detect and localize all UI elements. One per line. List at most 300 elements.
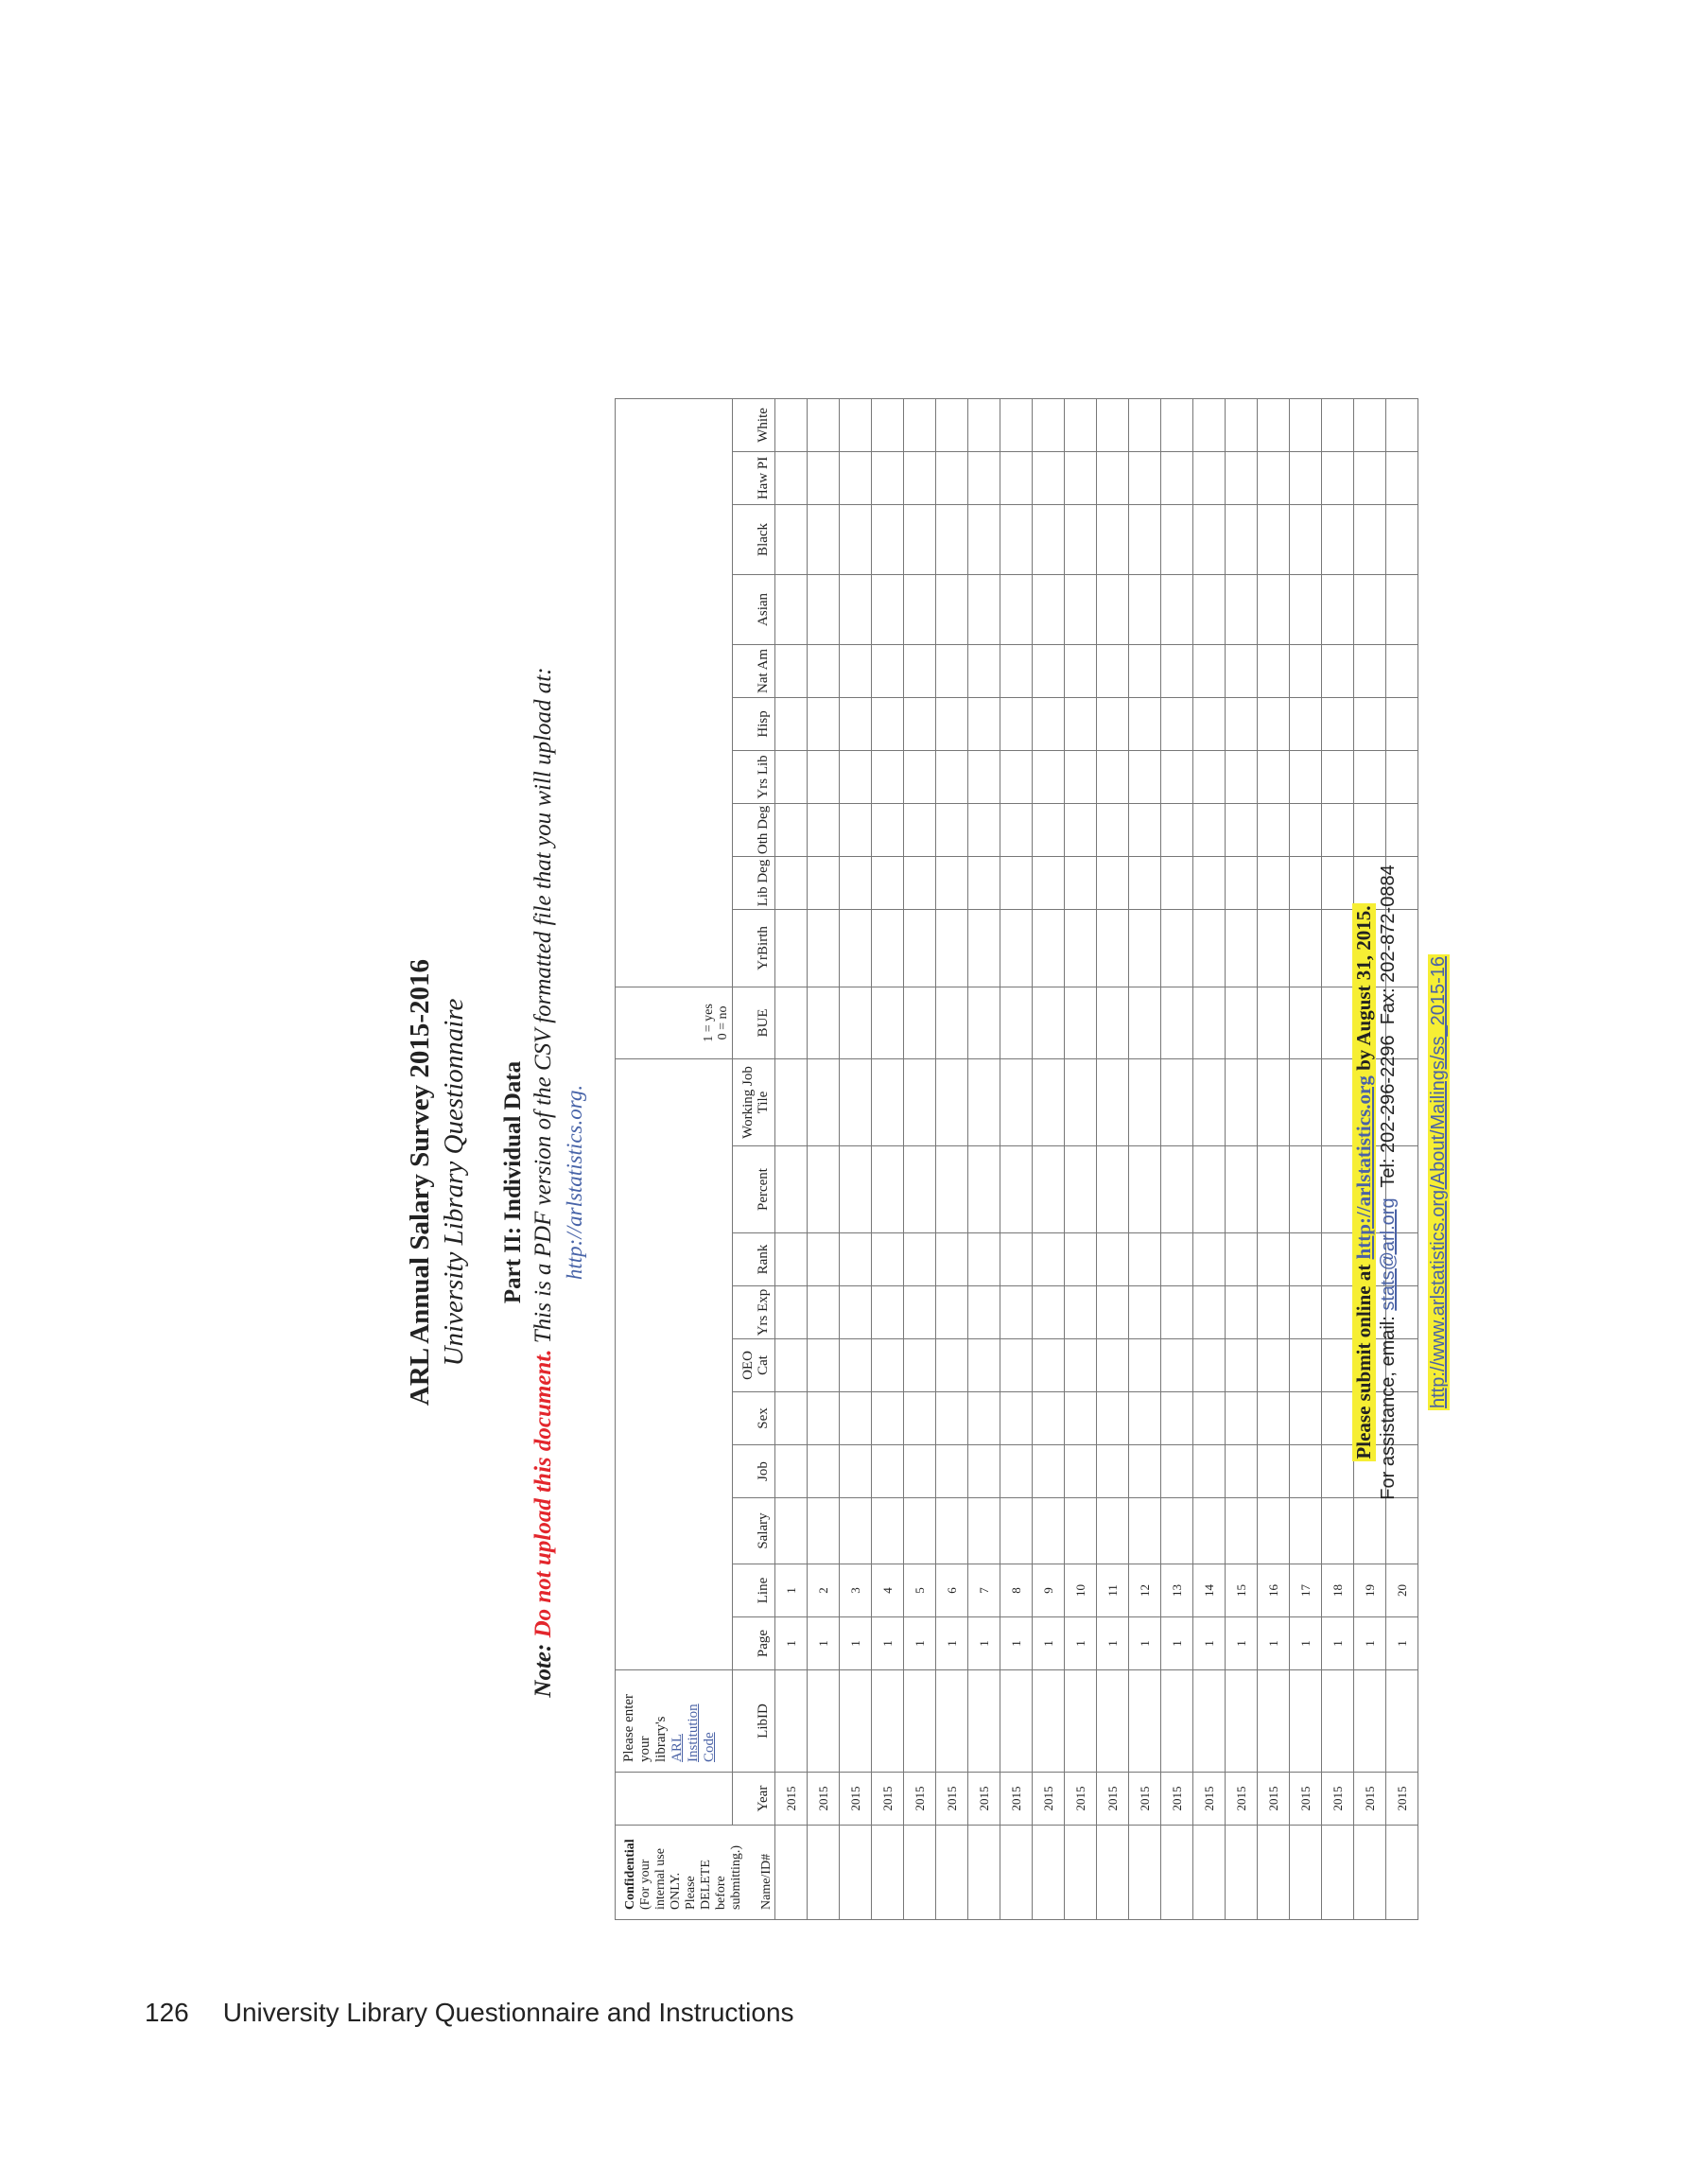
arl-institution-code-link[interactable]: ARL — [670, 1734, 685, 1762]
data-cell[interactable] — [904, 987, 936, 1058]
data-cell[interactable] — [1226, 697, 1258, 750]
data-cell[interactable] — [1290, 697, 1322, 750]
data-cell[interactable] — [1097, 909, 1129, 987]
data-cell[interactable] — [840, 987, 872, 1058]
data-cell[interactable] — [1322, 856, 1354, 909]
data-cell[interactable] — [936, 1445, 968, 1498]
data-cell[interactable] — [1033, 398, 1065, 451]
data-cell[interactable] — [1000, 451, 1033, 504]
data-cell[interactable] — [1097, 1286, 1129, 1339]
line-cell[interactable]: 4 — [872, 1564, 904, 1617]
data-cell[interactable] — [1000, 1233, 1033, 1286]
data-cell[interactable] — [1129, 697, 1161, 750]
data-cell[interactable] — [808, 1058, 840, 1145]
data-cell[interactable] — [840, 644, 872, 697]
data-cell[interactable] — [808, 803, 840, 856]
data-cell[interactable] — [775, 1498, 808, 1564]
data-cell[interactable] — [1033, 1445, 1065, 1498]
data-cell[interactable] — [1097, 1826, 1129, 1920]
data-cell[interactable] — [1097, 1670, 1129, 1773]
data-cell[interactable] — [1161, 1146, 1193, 1233]
data-cell[interactable] — [872, 987, 904, 1058]
data-cell[interactable] — [1065, 1498, 1097, 1564]
stats-email-link[interactable]: stats@arl.org — [1378, 1197, 1399, 1311]
data-cell[interactable] — [1322, 1498, 1354, 1564]
data-cell[interactable] — [968, 1826, 1000, 1920]
page-cell[interactable]: 1 — [1129, 1617, 1161, 1670]
page-cell[interactable]: 1 — [968, 1617, 1000, 1670]
data-cell[interactable] — [872, 803, 904, 856]
data-cell[interactable] — [775, 803, 808, 856]
data-cell[interactable] — [1290, 644, 1322, 697]
data-cell[interactable] — [1193, 697, 1226, 750]
data-cell[interactable] — [1258, 803, 1290, 856]
data-cell[interactable] — [775, 909, 808, 987]
data-cell[interactable] — [936, 750, 968, 803]
data-cell[interactable] — [808, 909, 840, 987]
data-cell[interactable] — [1290, 909, 1322, 987]
data-cell[interactable] — [1290, 750, 1322, 803]
year-cell[interactable]: 2015 — [1161, 1773, 1193, 1826]
data-cell[interactable] — [936, 856, 968, 909]
data-cell[interactable] — [1129, 909, 1161, 987]
data-cell[interactable] — [808, 1233, 840, 1286]
data-cell[interactable] — [968, 803, 1000, 856]
line-cell[interactable]: 13 — [1161, 1564, 1193, 1617]
data-cell[interactable] — [1258, 1392, 1290, 1445]
data-cell[interactable] — [1129, 750, 1161, 803]
data-cell[interactable] — [1129, 504, 1161, 574]
data-cell[interactable] — [1161, 1498, 1193, 1564]
data-cell[interactable] — [1193, 574, 1226, 644]
data-cell[interactable] — [872, 856, 904, 909]
year-cell[interactable]: 2015 — [808, 1773, 840, 1826]
data-cell[interactable] — [1065, 1339, 1097, 1392]
data-cell[interactable] — [936, 1233, 968, 1286]
data-cell[interactable] — [1065, 1058, 1097, 1145]
data-cell[interactable] — [808, 398, 840, 451]
data-cell[interactable] — [1322, 1392, 1354, 1445]
data-cell[interactable] — [936, 1392, 968, 1445]
data-cell[interactable] — [808, 574, 840, 644]
data-cell[interactable] — [1193, 1146, 1226, 1233]
page-cell[interactable]: 1 — [840, 1617, 872, 1670]
data-cell[interactable] — [1258, 1826, 1290, 1920]
data-cell[interactable] — [840, 1670, 872, 1773]
data-cell[interactable] — [1097, 1498, 1129, 1564]
year-cell[interactable]: 2015 — [872, 1773, 904, 1826]
data-cell[interactable] — [1193, 1670, 1226, 1773]
data-cell[interactable] — [904, 504, 936, 574]
data-cell[interactable] — [1033, 1670, 1065, 1773]
data-cell[interactable] — [1000, 1339, 1033, 1392]
data-cell[interactable] — [1161, 1445, 1193, 1498]
data-cell[interactable] — [872, 1445, 904, 1498]
data-cell[interactable] — [840, 504, 872, 574]
data-cell[interactable] — [808, 750, 840, 803]
data-cell[interactable] — [1097, 856, 1129, 909]
year-cell[interactable]: 2015 — [1354, 1773, 1386, 1826]
data-cell[interactable] — [1258, 987, 1290, 1058]
data-cell[interactable] — [775, 398, 808, 451]
data-cell[interactable] — [1033, 1233, 1065, 1286]
data-cell[interactable] — [1065, 697, 1097, 750]
data-cell[interactable] — [1065, 644, 1097, 697]
data-cell[interactable] — [1226, 1445, 1258, 1498]
data-cell[interactable] — [1161, 1233, 1193, 1286]
data-cell[interactable] — [1193, 1392, 1226, 1445]
data-cell[interactable] — [1290, 1339, 1322, 1392]
data-cell[interactable] — [1226, 1286, 1258, 1339]
data-cell[interactable] — [775, 451, 808, 504]
data-cell[interactable] — [1290, 398, 1322, 451]
data-cell[interactable] — [1258, 856, 1290, 909]
data-cell[interactable] — [775, 574, 808, 644]
data-cell[interactable] — [1193, 1286, 1226, 1339]
data-cell[interactable] — [808, 1498, 840, 1564]
data-cell[interactable] — [968, 398, 1000, 451]
line-cell[interactable]: 5 — [904, 1564, 936, 1617]
data-cell[interactable] — [1129, 1445, 1161, 1498]
data-cell[interactable] — [1193, 1498, 1226, 1564]
data-cell[interactable] — [1193, 856, 1226, 909]
data-cell[interactable] — [840, 451, 872, 504]
page-cell[interactable]: 1 — [1386, 1617, 1418, 1670]
data-cell[interactable] — [1193, 1339, 1226, 1392]
data-cell[interactable] — [1000, 856, 1033, 909]
page-cell[interactable]: 1 — [1226, 1617, 1258, 1670]
data-cell[interactable] — [1161, 504, 1193, 574]
data-cell[interactable] — [1226, 856, 1258, 909]
arl-institution-code-link[interactable]: Institution — [686, 1704, 701, 1762]
data-cell[interactable] — [1097, 1233, 1129, 1286]
data-cell[interactable] — [840, 1339, 872, 1392]
data-cell[interactable] — [1097, 750, 1129, 803]
data-cell[interactable] — [1097, 803, 1129, 856]
data-cell[interactable] — [1129, 1339, 1161, 1392]
data-cell[interactable] — [1258, 504, 1290, 574]
data-cell[interactable] — [1033, 1826, 1065, 1920]
data-cell[interactable] — [1193, 1058, 1226, 1145]
data-cell[interactable] — [1000, 504, 1033, 574]
data-cell[interactable] — [808, 987, 840, 1058]
data-cell[interactable] — [1161, 987, 1193, 1058]
data-cell[interactable] — [1193, 750, 1226, 803]
data-cell[interactable] — [1258, 574, 1290, 644]
line-cell[interactable]: 7 — [968, 1564, 1000, 1617]
data-cell[interactable] — [1322, 909, 1354, 987]
year-cell[interactable]: 2015 — [1033, 1773, 1065, 1826]
line-cell[interactable]: 6 — [936, 1564, 968, 1617]
data-cell[interactable] — [1000, 697, 1033, 750]
data-cell[interactable] — [1226, 1058, 1258, 1145]
data-cell[interactable] — [775, 750, 808, 803]
data-cell[interactable] — [1161, 574, 1193, 644]
data-cell[interactable] — [1129, 1058, 1161, 1145]
data-cell[interactable] — [1193, 1826, 1226, 1920]
data-cell[interactable] — [904, 451, 936, 504]
data-cell[interactable] — [808, 1286, 840, 1339]
data-cell[interactable] — [1193, 1233, 1226, 1286]
data-cell[interactable] — [1033, 1146, 1065, 1233]
data-cell[interactable] — [936, 697, 968, 750]
data-cell[interactable] — [1193, 987, 1226, 1058]
data-cell[interactable] — [936, 1146, 968, 1233]
data-cell[interactable] — [968, 1445, 1000, 1498]
upload-url[interactable]: http://arlstatistics.org. — [563, 1084, 586, 1281]
data-cell[interactable] — [904, 1498, 936, 1564]
data-cell[interactable] — [1033, 1392, 1065, 1445]
line-cell[interactable]: 10 — [1065, 1564, 1097, 1617]
data-cell[interactable] — [1290, 987, 1322, 1058]
data-cell[interactable] — [1290, 1233, 1322, 1286]
page-cell[interactable]: 1 — [1354, 1617, 1386, 1670]
data-cell[interactable] — [968, 1233, 1000, 1286]
line-cell[interactable]: 20 — [1386, 1564, 1418, 1617]
year-cell[interactable]: 2015 — [1000, 1773, 1033, 1826]
data-cell[interactable] — [872, 1339, 904, 1392]
page-cell[interactable]: 1 — [1322, 1617, 1354, 1670]
data-cell[interactable] — [840, 398, 872, 451]
data-cell[interactable] — [1097, 1445, 1129, 1498]
data-cell[interactable] — [1161, 697, 1193, 750]
year-cell[interactable]: 2015 — [1065, 1773, 1097, 1826]
data-cell[interactable] — [1065, 1233, 1097, 1286]
data-cell[interactable] — [1322, 451, 1354, 504]
data-cell[interactable] — [840, 1286, 872, 1339]
data-cell[interactable] — [904, 1392, 936, 1445]
data-cell[interactable] — [1258, 644, 1290, 697]
line-cell[interactable]: 8 — [1000, 1564, 1033, 1617]
data-cell[interactable] — [1161, 398, 1193, 451]
data-cell[interactable] — [1097, 697, 1129, 750]
data-cell[interactable] — [904, 1233, 936, 1286]
year-cell[interactable]: 2015 — [1193, 1773, 1226, 1826]
data-cell[interactable] — [1161, 1670, 1193, 1773]
data-cell[interactable] — [1000, 750, 1033, 803]
data-cell[interactable] — [1161, 1286, 1193, 1339]
data-cell[interactable] — [936, 644, 968, 697]
year-cell[interactable]: 2015 — [968, 1773, 1000, 1826]
data-cell[interactable] — [1258, 697, 1290, 750]
data-cell[interactable] — [968, 1670, 1000, 1773]
data-cell[interactable] — [904, 1058, 936, 1145]
data-cell[interactable] — [1129, 856, 1161, 909]
data-cell[interactable] — [1258, 1286, 1290, 1339]
data-cell[interactable] — [936, 803, 968, 856]
data-cell[interactable] — [968, 697, 1000, 750]
data-cell[interactable] — [1097, 1392, 1129, 1445]
data-cell[interactable] — [775, 987, 808, 1058]
data-cell[interactable] — [968, 987, 1000, 1058]
data-cell[interactable] — [1033, 987, 1065, 1058]
data-cell[interactable] — [775, 1670, 808, 1773]
data-cell[interactable] — [1226, 1670, 1258, 1773]
data-cell[interactable] — [904, 856, 936, 909]
data-cell[interactable] — [904, 909, 936, 987]
line-cell[interactable]: 14 — [1193, 1564, 1226, 1617]
data-cell[interactable] — [808, 1146, 840, 1233]
data-cell[interactable] — [1290, 1058, 1322, 1145]
data-cell[interactable] — [1258, 451, 1290, 504]
data-cell[interactable] — [1258, 1146, 1290, 1233]
data-cell[interactable] — [1065, 1445, 1097, 1498]
data-cell[interactable] — [904, 1445, 936, 1498]
page-cell[interactable]: 1 — [775, 1617, 808, 1670]
data-cell[interactable] — [1226, 504, 1258, 574]
data-cell[interactable] — [1226, 750, 1258, 803]
data-cell[interactable] — [808, 644, 840, 697]
data-cell[interactable] — [968, 1339, 1000, 1392]
data-cell[interactable] — [1033, 644, 1065, 697]
data-cell[interactable] — [1097, 1058, 1129, 1145]
year-cell[interactable]: 2015 — [1129, 1773, 1161, 1826]
data-cell[interactable] — [968, 750, 1000, 803]
data-cell[interactable] — [872, 1286, 904, 1339]
data-cell[interactable] — [775, 1233, 808, 1286]
data-cell[interactable] — [1258, 1233, 1290, 1286]
data-cell[interactable] — [872, 750, 904, 803]
data-cell[interactable] — [1097, 1146, 1129, 1233]
year-cell[interactable]: 2015 — [775, 1773, 808, 1826]
page-cell[interactable]: 1 — [1097, 1617, 1129, 1670]
data-cell[interactable] — [1129, 644, 1161, 697]
data-cell[interactable] — [1226, 1233, 1258, 1286]
data-cell[interactable] — [1129, 574, 1161, 644]
data-cell[interactable] — [872, 1233, 904, 1286]
data-cell[interactable] — [1290, 574, 1322, 644]
data-cell[interactable] — [840, 856, 872, 909]
data-cell[interactable] — [872, 1146, 904, 1233]
data-cell[interactable] — [904, 644, 936, 697]
data-cell[interactable] — [775, 1146, 808, 1233]
data-cell[interactable] — [840, 803, 872, 856]
data-cell[interactable] — [1000, 1670, 1033, 1773]
data-cell[interactable] — [1033, 856, 1065, 909]
data-cell[interactable] — [936, 1058, 968, 1145]
data-cell[interactable] — [1161, 856, 1193, 909]
data-cell[interactable] — [1129, 1286, 1161, 1339]
data-cell[interactable] — [1065, 750, 1097, 803]
line-cell[interactable]: 12 — [1129, 1564, 1161, 1617]
data-cell[interactable] — [1226, 987, 1258, 1058]
data-cell[interactable] — [1258, 1670, 1290, 1773]
data-cell[interactable] — [1129, 1146, 1161, 1233]
data-cell[interactable] — [775, 1392, 808, 1445]
data-cell[interactable] — [872, 504, 904, 574]
data-cell[interactable] — [775, 644, 808, 697]
data-cell[interactable] — [808, 1445, 840, 1498]
data-cell[interactable] — [808, 697, 840, 750]
page-cell[interactable]: 1 — [1258, 1617, 1290, 1670]
data-cell[interactable] — [808, 1339, 840, 1392]
data-cell[interactable] — [936, 504, 968, 574]
data-cell[interactable] — [1097, 398, 1129, 451]
data-cell[interactable] — [1000, 1392, 1033, 1445]
data-cell[interactable] — [968, 574, 1000, 644]
year-cell[interactable]: 2015 — [1097, 1773, 1129, 1826]
data-cell[interactable] — [1258, 398, 1290, 451]
data-cell[interactable] — [1322, 697, 1354, 750]
data-cell[interactable] — [904, 574, 936, 644]
page-cell[interactable]: 1 — [1000, 1617, 1033, 1670]
data-cell[interactable] — [968, 1058, 1000, 1145]
data-cell[interactable] — [775, 1445, 808, 1498]
data-cell[interactable] — [1000, 1146, 1033, 1233]
year-cell[interactable]: 2015 — [1322, 1773, 1354, 1826]
data-cell[interactable] — [1290, 1146, 1322, 1233]
data-cell[interactable] — [1000, 398, 1033, 451]
data-cell[interactable] — [1322, 1058, 1354, 1145]
line-cell[interactable]: 1 — [775, 1564, 808, 1617]
data-cell[interactable] — [1065, 909, 1097, 987]
data-cell[interactable] — [936, 1826, 968, 1920]
data-cell[interactable] — [808, 1826, 840, 1920]
line-cell[interactable]: 9 — [1033, 1564, 1065, 1617]
data-cell[interactable] — [1097, 504, 1129, 574]
page-cell[interactable]: 1 — [1161, 1617, 1193, 1670]
data-cell[interactable] — [808, 1392, 840, 1445]
data-cell[interactable] — [872, 398, 904, 451]
data-cell[interactable] — [936, 987, 968, 1058]
mailings-link[interactable]: http://www.arlstatistics.org/About/Mailings/ss_2015-16 — [1428, 956, 1449, 1408]
data-cell[interactable] — [1258, 1339, 1290, 1392]
year-cell[interactable]: 2015 — [936, 1773, 968, 1826]
data-cell[interactable] — [840, 1392, 872, 1445]
line-cell[interactable]: 17 — [1290, 1564, 1322, 1617]
data-cell[interactable] — [1290, 1392, 1322, 1445]
data-cell[interactable] — [840, 750, 872, 803]
year-cell[interactable]: 2015 — [840, 1773, 872, 1826]
data-cell[interactable] — [1322, 1146, 1354, 1233]
data-cell[interactable] — [872, 451, 904, 504]
data-cell[interactable] — [904, 1826, 936, 1920]
year-cell[interactable]: 2015 — [904, 1773, 936, 1826]
data-cell[interactable] — [840, 1498, 872, 1564]
data-cell[interactable] — [1193, 1445, 1226, 1498]
data-cell[interactable] — [936, 574, 968, 644]
data-cell[interactable] — [1322, 750, 1354, 803]
data-cell[interactable] — [1000, 987, 1033, 1058]
data-cell[interactable] — [1161, 1392, 1193, 1445]
data-cell[interactable] — [872, 1498, 904, 1564]
data-cell[interactable] — [840, 1146, 872, 1233]
line-cell[interactable]: 3 — [840, 1564, 872, 1617]
data-cell[interactable] — [968, 1286, 1000, 1339]
data-cell[interactable] — [1000, 1445, 1033, 1498]
data-cell[interactable] — [1129, 451, 1161, 504]
data-cell[interactable] — [904, 750, 936, 803]
data-cell[interactable] — [1226, 1392, 1258, 1445]
data-cell[interactable] — [1129, 1670, 1161, 1773]
data-cell[interactable] — [1322, 987, 1354, 1058]
data-cell[interactable] — [1033, 574, 1065, 644]
data-cell[interactable] — [1290, 856, 1322, 909]
data-cell[interactable] — [1226, 1146, 1258, 1233]
data-cell[interactable] — [840, 1826, 872, 1920]
data-cell[interactable] — [840, 1058, 872, 1145]
data-cell[interactable] — [1161, 451, 1193, 504]
data-cell[interactable] — [1290, 1498, 1322, 1564]
data-cell[interactable] — [1000, 1498, 1033, 1564]
data-cell[interactable] — [872, 697, 904, 750]
data-cell[interactable] — [1226, 451, 1258, 504]
data-cell[interactable] — [1129, 1233, 1161, 1286]
data-cell[interactable] — [872, 1826, 904, 1920]
data-cell[interactable] — [1258, 1498, 1290, 1564]
data-cell[interactable] — [1290, 1286, 1322, 1339]
data-cell[interactable] — [1033, 909, 1065, 987]
